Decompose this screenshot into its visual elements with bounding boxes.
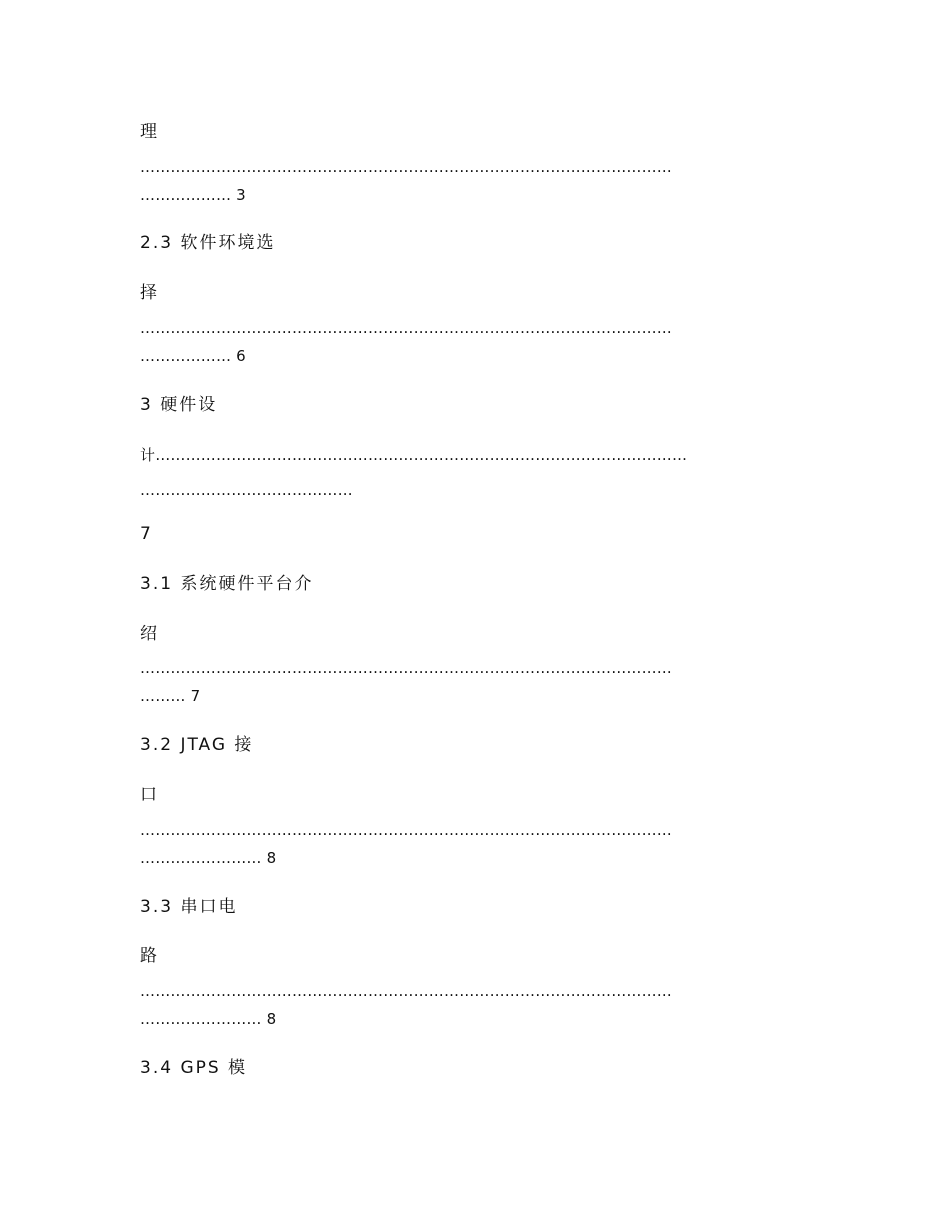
toc-leader-dots: …………………………………………………………………………………………… xyxy=(140,319,672,337)
toc-page-number: ……………… 3 xyxy=(140,186,246,204)
toc-page-number: …………………… 8 xyxy=(140,1010,277,1028)
toc-page-number: ……………… 6 xyxy=(140,347,246,365)
toc-heading: 3.1 系统硬件平台介 xyxy=(140,574,314,594)
toc-leader-dots: …………………………………………………………………………………………… xyxy=(140,158,672,176)
toc-leader-dots: …………………………………………………………………………………………… xyxy=(140,659,672,677)
toc-leader-dots: …………………………………………………………………………………………… xyxy=(140,821,672,839)
toc-heading: 3.2 JTAG 接 xyxy=(140,735,254,755)
toc-page-number: 7 xyxy=(140,524,153,544)
toc-leader-dots: 计…………………………………………………………………………………………… xyxy=(140,446,688,464)
toc-heading: 2.3 软件环境选 xyxy=(140,233,276,253)
toc-heading: 3.4 GPS 模 xyxy=(140,1058,248,1078)
toc-text-fragment: 口 xyxy=(140,785,159,805)
toc-page-number: …………………… 8 xyxy=(140,849,277,867)
toc-text-fragment: 理 xyxy=(140,122,159,142)
toc-leader-dots: …………………………………… xyxy=(140,481,353,499)
toc-page-number: ……… 7 xyxy=(140,687,201,705)
toc-text-fragment: 路 xyxy=(140,946,159,966)
toc-heading: 3.3 串口电 xyxy=(140,897,238,917)
toc-heading: 3 硬件设 xyxy=(140,395,218,415)
toc-text-fragment: 绍 xyxy=(140,624,159,644)
toc-text-fragment: 择 xyxy=(140,283,159,303)
toc-leader-dots: …………………………………………………………………………………………… xyxy=(140,982,672,1000)
